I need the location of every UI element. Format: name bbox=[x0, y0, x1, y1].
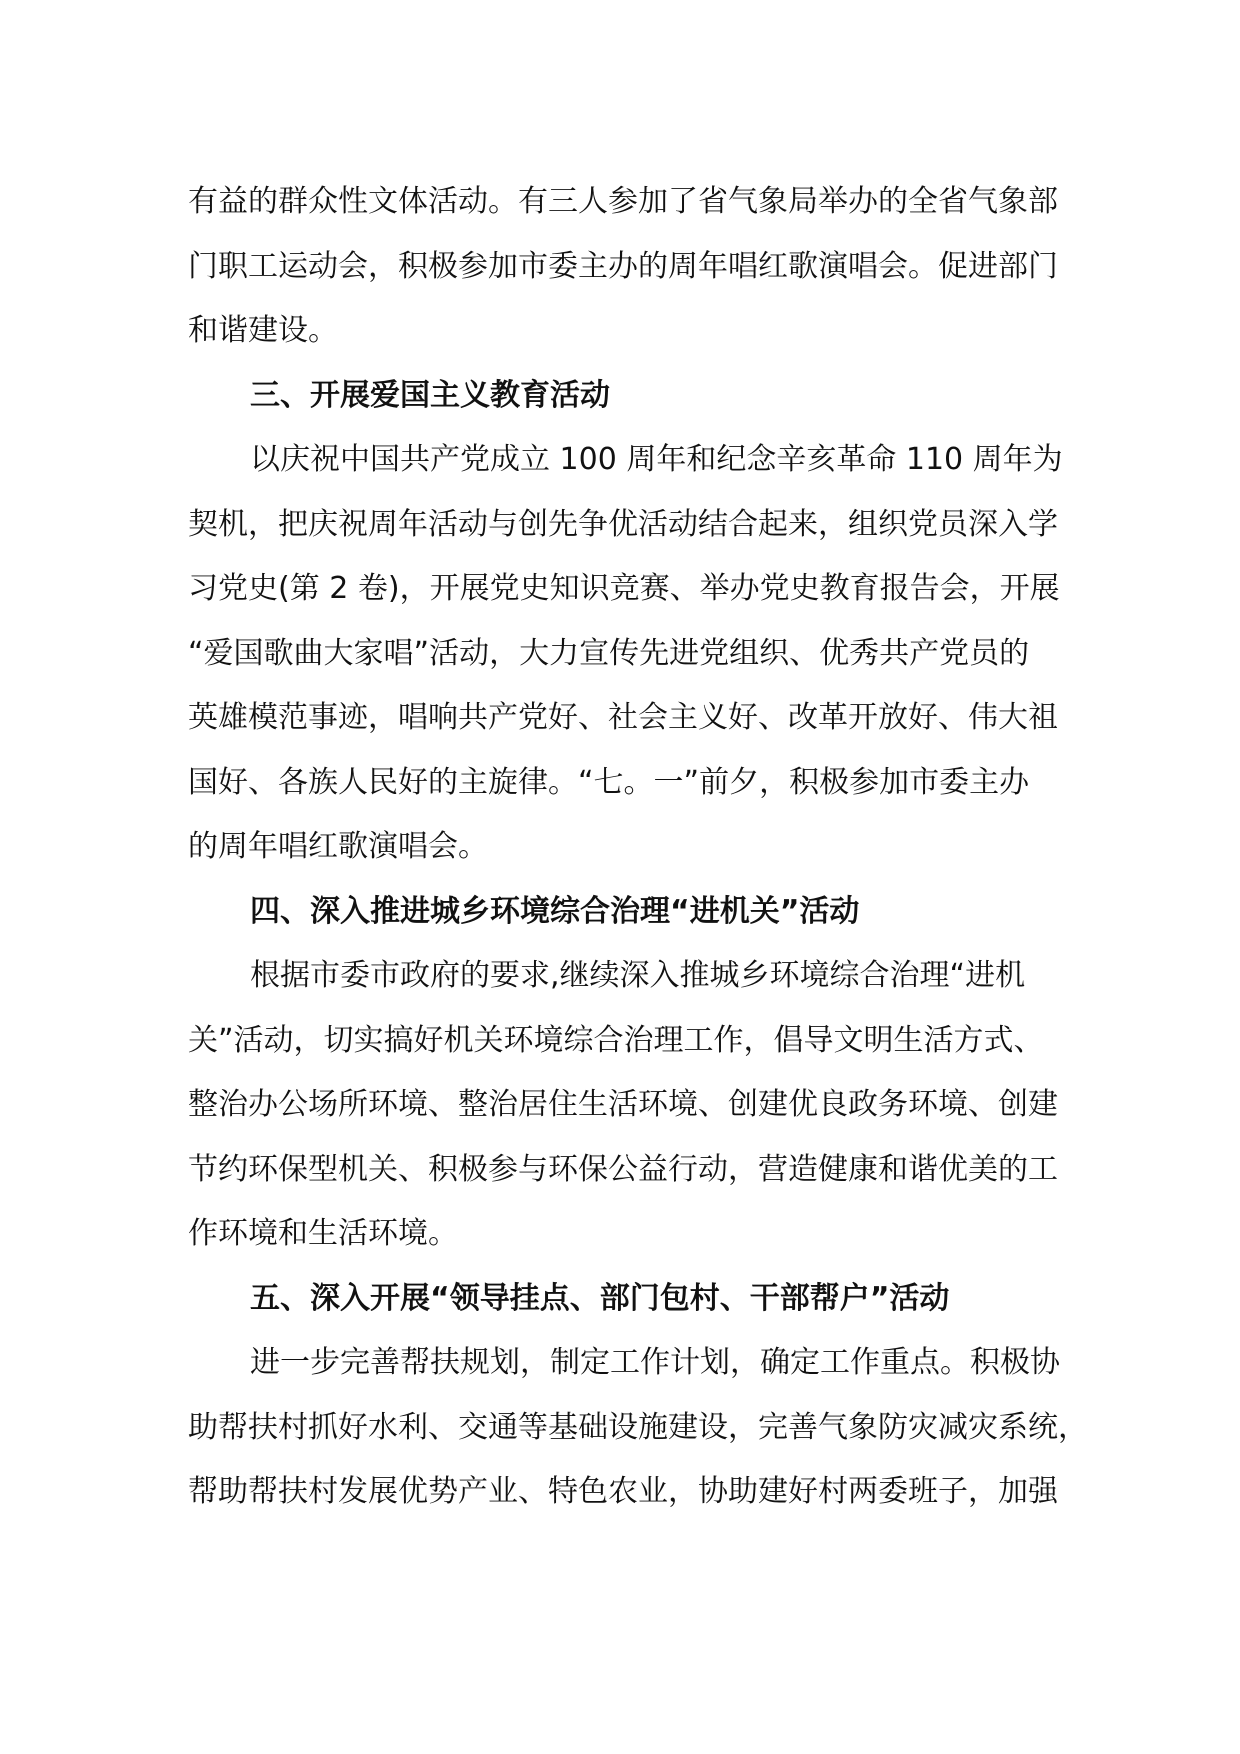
text-line: 助帮扶村抓好水利、交通等基础设施建设，完善气象防灾减灾系统， bbox=[188, 1409, 1088, 1445]
text-line: 英雄模范事迹，唱响共产党好、社会主义好、改革开放好、伟大祖 bbox=[188, 700, 1058, 735]
heading-leader-village-campaign bbox=[188, 1267, 1068, 1332]
text-line: 根据市委市政府的要求,继续深入推城乡环境综合治理“进机 bbox=[250, 958, 1026, 993]
text-line: 节约环保型机关、积极参与环保公益行动，营造健康和谐优美的工 bbox=[188, 1151, 1058, 1187]
document-body bbox=[188, 170, 1088, 1525]
text-line: 整治办公场所环境、整治居住生活环境、创建优良政务环境、创建 bbox=[188, 1087, 1058, 1122]
heading-patriotic-education bbox=[188, 364, 1068, 429]
heading-environment-governance bbox=[188, 880, 1068, 945]
text-line: “爱国歌曲大家唱”活动，大力宣传先进党组织、优秀共产党员的 bbox=[188, 635, 1030, 671]
text-line: 进一步完善帮扶规划，制定工作计划，确定工作重点。积极协 bbox=[250, 1345, 1060, 1380]
text-line: 的周年唱红歌演唱会。 bbox=[188, 829, 488, 864]
text-line: 有益的群众性文体活动。有三人参加了省气象局举办的全省气象部 bbox=[188, 184, 1058, 219]
text-line: 作环境和生活环境。 bbox=[188, 1216, 458, 1251]
paragraph-leader-village-campaign bbox=[188, 1331, 1088, 1525]
text-line: 帮助帮扶村发展优势产业、特色农业，协助建好村两委班子，加强 bbox=[188, 1474, 1058, 1509]
text-line: 以庆祝中国共产党成立 100 周年和纪念辛亥革命 110 周年为 bbox=[250, 442, 1063, 477]
text-line: 国好、各族人民好的主旋律。“七。一”前夕，积极参加市委主办 bbox=[188, 764, 1030, 800]
heading-text: 五、深入开展“领导挂点、部门包村、干部帮户”活动 bbox=[250, 1280, 950, 1316]
paragraph-cultural-activities bbox=[188, 170, 1068, 364]
text-line: 契机，把庆祝周年活动与创先争优活动结合起来，组织党员深入学 bbox=[188, 506, 1058, 542]
text-line: 门职工运动会，积极参加市委主办的周年唱红歌演唱会。促进部门 bbox=[188, 248, 1058, 284]
heading-text: 四、深入推进城乡环境综合治理“进机关”活动 bbox=[250, 893, 860, 929]
paragraph-environment-governance bbox=[188, 944, 1068, 1267]
paragraph-patriotic-education bbox=[188, 428, 1068, 880]
text-line: 和谐建设。 bbox=[188, 313, 338, 348]
text-line: 关”活动，切实搞好机关环境综合治理工作，倡导文明生活方式、 bbox=[188, 1022, 1044, 1058]
heading-text: 三、开展爱国主义教育活动 bbox=[250, 377, 610, 413]
text-line: 习党史(第 2 卷)，开展党史知识竞赛、举办党史教育报告会，开展 bbox=[188, 571, 1060, 606]
